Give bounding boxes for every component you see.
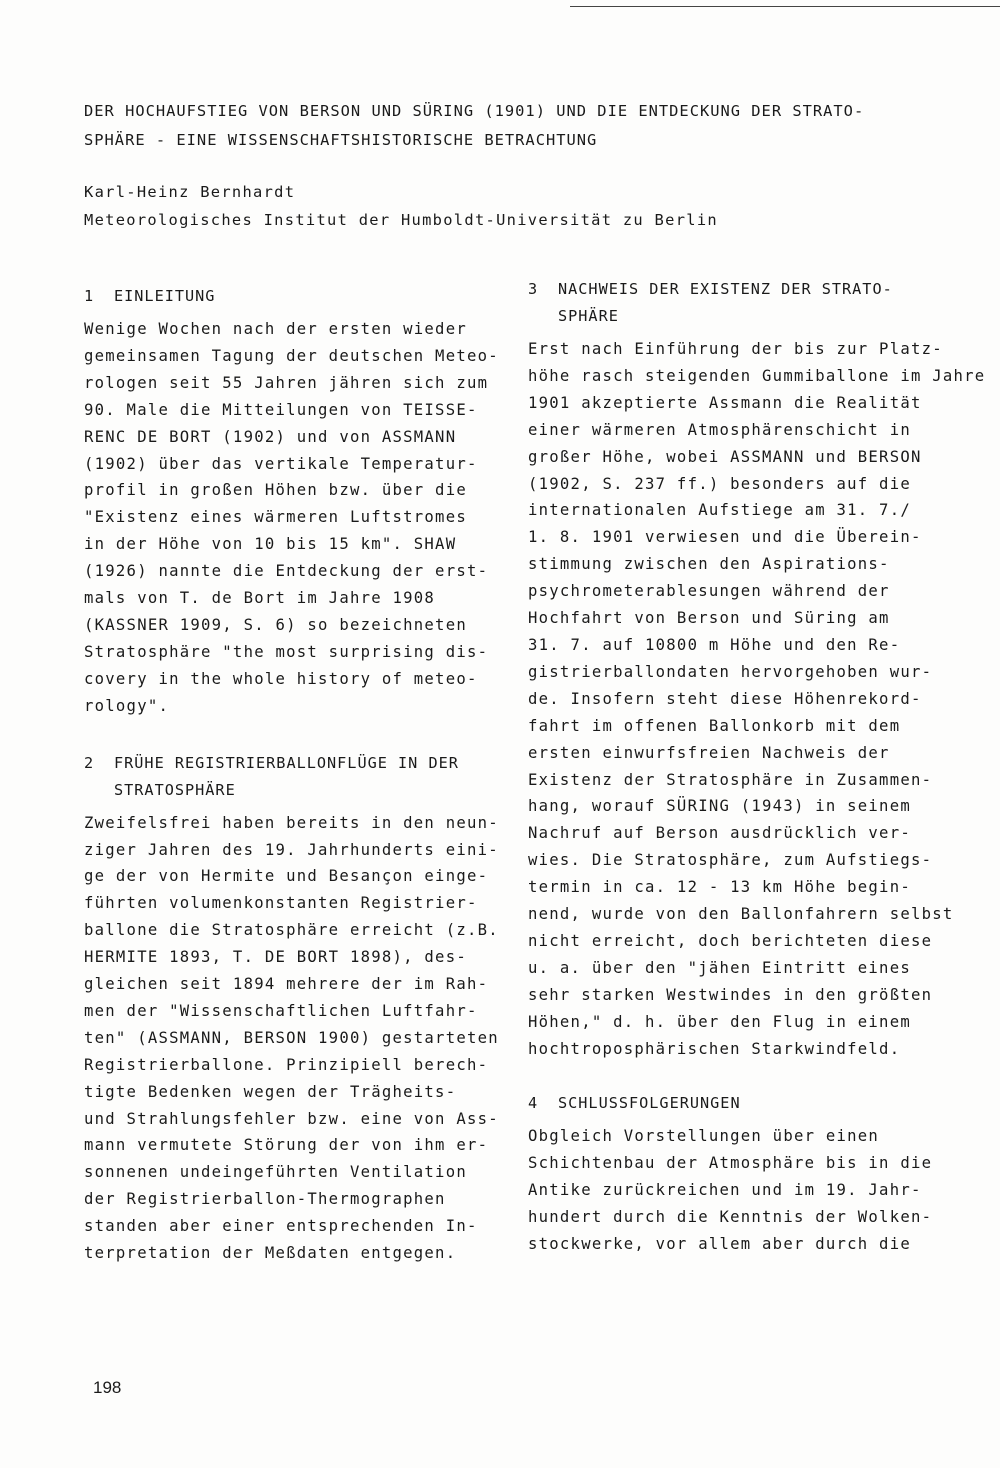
section-1 — [84, 283, 524, 720]
text-line: 1901 akzeptierte Assmann die Realität — [528, 393, 922, 412]
text-line: ballone die Stratosphäre erreicht (z.B. — [84, 921, 499, 940]
text-line: psychrometerablesungen während der — [528, 582, 890, 601]
text-line: (1926) nannte die Entdeckung der erst- — [84, 562, 489, 581]
left-column — [84, 283, 524, 1267]
text-line: Obgleich Vorstellungen über einen — [528, 1127, 880, 1146]
text-line: terpretation der Meßdaten entgegen. — [84, 1244, 457, 1263]
text-line: nicht erreicht, doch berichteten diese — [528, 931, 933, 950]
section-title-line: SCHLUSSFOLGERUNGEN — [558, 1094, 741, 1113]
section-body — [528, 1123, 968, 1258]
text-line: hang, worauf SÜRING (1943) in seinem — [528, 797, 911, 816]
section-number: 4 — [528, 1094, 539, 1113]
section-title — [558, 1090, 741, 1117]
text-line: Wenige Wochen nach der ersten wieder — [84, 320, 467, 338]
text-line: de. Insofern steht diese Höhenrekord- — [528, 689, 922, 708]
section-title — [114, 283, 215, 310]
section-title-line: EINLEITUNG — [114, 287, 216, 305]
text-line: stockwerke, vor allem aber durch die — [528, 1235, 911, 1254]
section-number: 1 — [84, 287, 95, 305]
section-title — [558, 276, 893, 330]
text-line: Nachruf auf Berson ausdrücklich ver- — [528, 824, 911, 843]
text-line: Schichtenbau der Atmosphäre bis in die — [528, 1154, 933, 1173]
text-line: ersten einwurfsfreien Nachweis der — [528, 743, 890, 762]
text-line: "Existenz eines wärmeren Luftstromes — [84, 508, 467, 527]
section-heading — [84, 283, 524, 310]
text-line: sonnenen undeingeführten Ventilation — [84, 1163, 467, 1182]
page-number: 198 — [93, 1378, 122, 1397]
paper-title — [84, 97, 964, 155]
text-line: (1902, S. 237 ff.) besonders auf die — [528, 474, 911, 493]
section-number: 3 — [528, 280, 539, 298]
section-body — [84, 316, 524, 720]
section-number: 2 — [84, 753, 95, 772]
text-line: wies. Die Stratosphäre, zum Aufstiegs- — [528, 851, 933, 870]
text-line: Registrierballone. Prinzipiell berech- — [84, 1055, 489, 1074]
text-line: profil in großen Höhen bzw. über die — [84, 481, 467, 500]
text-line: internationalen Aufstiege am 31. 7./ — [528, 501, 911, 520]
text-line: sehr starken Westwindes in den größten — [528, 985, 933, 1004]
text-line: der Registrierballon-Thermographen — [84, 1190, 446, 1209]
text-line: ziger Jahren des 19. Jahrhunderts eini- — [84, 840, 499, 859]
right-column — [528, 276, 986, 1258]
text-line: hundert durch die Kenntnis der Wolken- — [528, 1208, 933, 1227]
text-line: tigte Bedenken wegen der Trägheits- — [84, 1082, 457, 1101]
section-title-line: STRATOSPHÄRE — [114, 780, 236, 799]
text-line: 1. 8. 1901 verwiesen und die Überein- — [528, 528, 922, 547]
text-line: Höhen," d. h. über den Flug in einem — [528, 1012, 911, 1031]
section-title-line: SPHÄRE — [558, 307, 619, 325]
text-line: covery in the whole history of meteo- — [84, 669, 478, 688]
section-heading — [84, 750, 524, 804]
text-line: Zweifelsfrei haben bereits in den neun- — [84, 813, 499, 832]
section-3 — [528, 276, 986, 1062]
section-title-line: FRÜHE REGISTRIERBALLONFLÜGE IN DER — [114, 753, 459, 772]
text-line: 31. 7. auf 10800 m Höhe und den Re- — [528, 635, 901, 654]
text-line: gemeinsamen Tagung der deutschen Meteo- — [84, 346, 499, 365]
text-line: u. a. über den "jähen Eintritt eines — [528, 958, 911, 977]
section-body — [528, 336, 986, 1062]
section-title-line: NACHWEIS DER EXISTENZ DER STRATO- — [558, 280, 893, 298]
text-line: stimmung zwischen den Aspirations- — [528, 555, 890, 574]
text-line: höhe rasch steigenden Gummiballone im Jahre — [528, 366, 986, 385]
text-line: Hochfahrt von Berson und Süring am — [528, 609, 890, 628]
text-line: (1902) über das vertikale Temperatur- — [84, 454, 478, 473]
title-line-1: DER HOCHAUFSTIEG VON BERSON UND SÜRING (1901) UND DIE ENTDECKUNG DER STRATO- — [84, 102, 865, 120]
text-line: in der Höhe von 10 bis 15 km". SHAW — [84, 535, 457, 554]
text-line: men der "Wissenschaftlichen Luftfahr- — [84, 1001, 478, 1020]
text-line: HERMITE 1893, T. DE BORT 1898), des- — [84, 948, 467, 967]
text-line: mals von T. de Bort im Jahre 1908 — [84, 589, 436, 608]
text-line: und Strahlungsfehler bzw. eine von Ass- — [84, 1109, 499, 1128]
text-line: einer wärmeren Atmosphärenschicht in — [528, 420, 911, 439]
text-line: termin in ca. 12 - 13 km Höhe begin- — [528, 878, 911, 897]
text-line: standen aber einer entsprechenden In- — [84, 1217, 478, 1236]
section-2 — [84, 750, 524, 1267]
text-line: rologen seit 55 Jahren jähren sich zum — [84, 373, 489, 392]
author-name: Karl-Heinz Bernhardt — [84, 183, 296, 201]
text-line: hochtroposphärischen Starkwindfeld. — [528, 1039, 901, 1058]
text-line: ten" (ASSMANN, BERSON 1900) gestarteten — [84, 1028, 499, 1047]
text-line: Erst nach Einführung der bis zur Platz- — [528, 340, 943, 358]
section-heading — [528, 1090, 968, 1117]
title-line-2: SPHÄRE - EINE WISSENSCHAFTSHISTORISCHE BETRACHTUNG — [84, 131, 598, 149]
section-body — [84, 810, 524, 1267]
text-line: nend, wurde von den Ballonfahrern selbst — [528, 905, 954, 924]
text-line: mann vermutete Störung der von ihm er- — [84, 1136, 489, 1155]
text-line: 90. Male die Mitteilungen von TEISSE- — [84, 400, 478, 419]
top-rule — [570, 6, 1000, 7]
text-line: (KASSNER 1909, S. 6) so bezeichneten — [84, 615, 467, 634]
section-4 — [528, 1090, 968, 1258]
section-title — [114, 750, 459, 804]
text-line: ge der von Hermite und Besançon einge- — [84, 867, 489, 886]
text-line: fahrt im offenen Ballonkorb mit dem — [528, 716, 901, 735]
section-heading — [528, 276, 968, 330]
text-line: gistrierballondaten hervorgehoben wur- — [528, 662, 933, 681]
text-line: großer Höhe, wobei ASSMANN und BERSON — [528, 447, 922, 466]
text-line: rology". — [84, 696, 170, 715]
text-line: RENC DE BORT (1902) und von ASSMANN — [84, 427, 457, 446]
text-line: Stratosphäre "the most surprising dis- — [84, 642, 489, 661]
author-affiliation: Meteorologisches Institut der Humboldt-Universität zu Berlin — [84, 211, 718, 229]
author-block — [84, 178, 718, 234]
text-line: Antike zurückreichen und im 19. Jahr- — [528, 1181, 922, 1200]
text-line: Existenz der Stratosphäre in Zusammen- — [528, 770, 933, 789]
text-line: führten volumenkonstanten Registrier- — [84, 894, 478, 913]
text-line: gleichen seit 1894 mehrere der im Rah- — [84, 975, 489, 994]
